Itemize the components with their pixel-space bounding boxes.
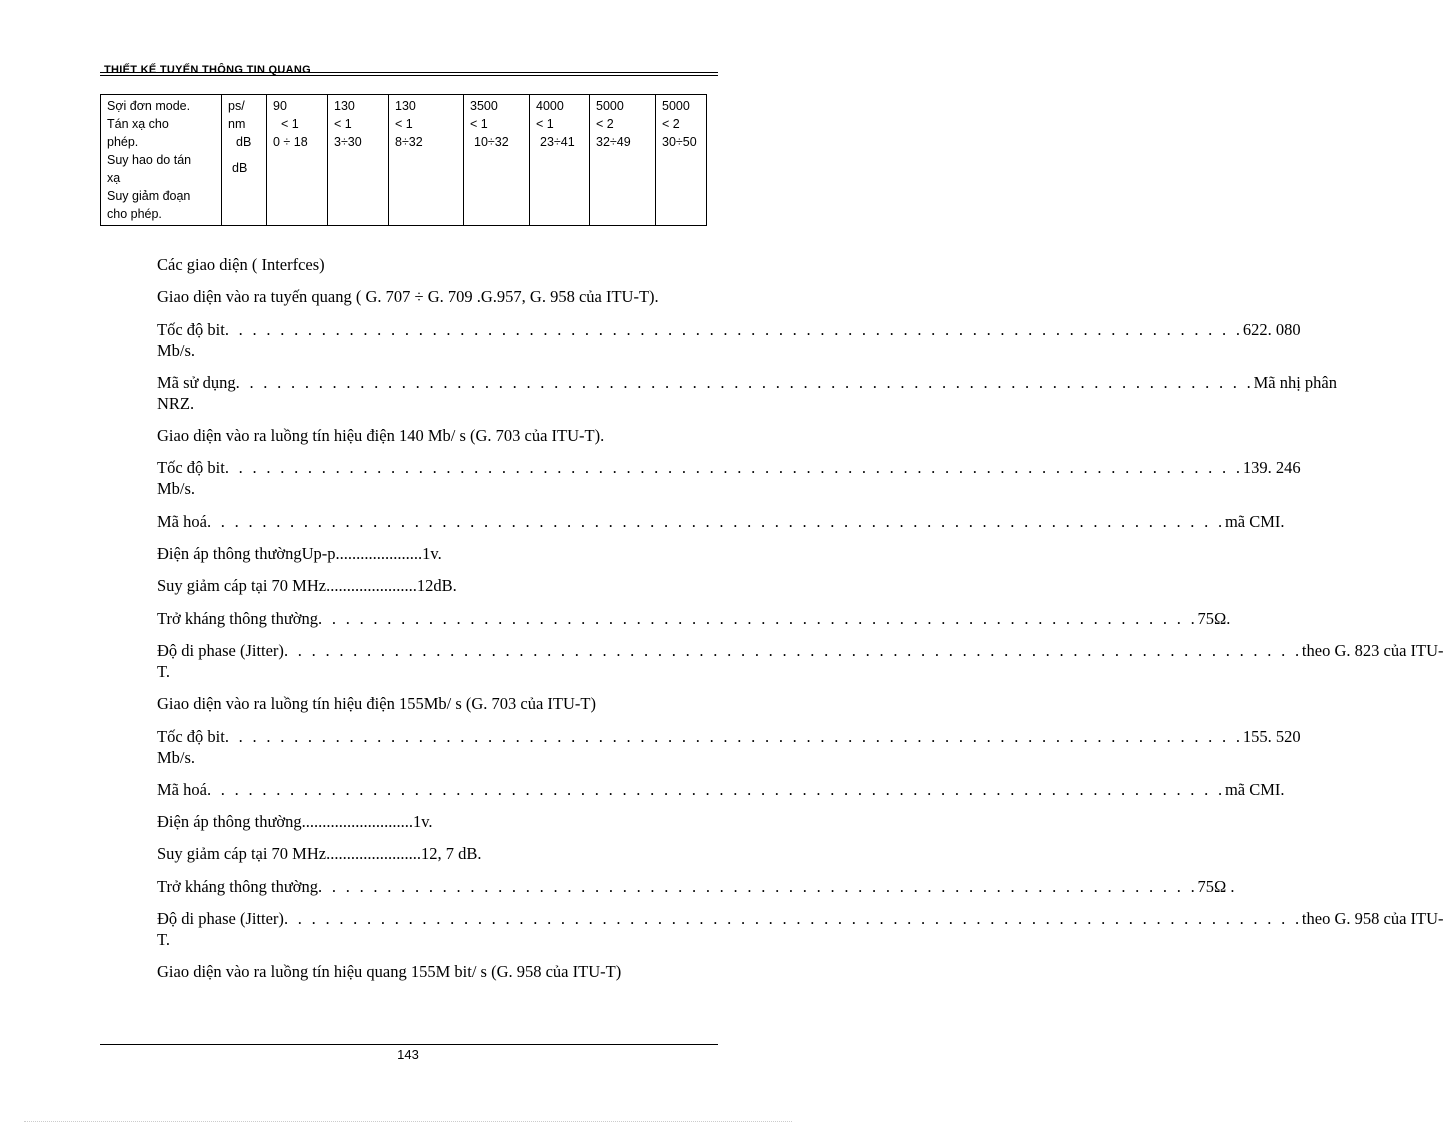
label-line: cho phép. (107, 207, 162, 221)
subsection-title: Giao diện vào ra tuyến quang ( G. 707 ÷ G. 709 .G.957, G. 958 của ITU-T). (157, 287, 659, 307)
dot-leader: . . . . . . . . . . . . . . . . . . . . . . . . . . . . . . . . . . . . . . . . . . . . . . . . . . . . . . . . . . . . . . . . . . . . . . . . . . (224, 726, 1243, 746)
spec-value: 75Ω. (1197, 608, 1231, 628)
page-number: 143 (397, 1047, 419, 1062)
label-line: Suy giảm đoạn (107, 189, 191, 203)
spec-value-cont: T. (157, 661, 170, 681)
spec-line (157, 372, 1337, 414)
value-line: < 2 (596, 117, 614, 131)
value-line: < 1 (395, 117, 413, 131)
value-line: 23÷41 (540, 135, 575, 149)
spec-line (157, 726, 1301, 768)
spec-line (157, 511, 1285, 532)
value-line: 130 (334, 99, 355, 113)
value-cell (656, 95, 707, 226)
value-line: 32÷49 (596, 135, 631, 149)
value-cell (389, 95, 464, 226)
spec-line: Suy giảm cáp tại 70 MHz.......................12, 7 dB. (157, 844, 482, 864)
spec-value: 622. 080 (1242, 319, 1301, 339)
running-header: THIẾT KẾ TUYẾN THÔNG TIN QUANG (104, 64, 311, 76)
dot-leader: . . . . . . . . . . . . . . . . . . . . . . . . . . . . . . . . . . . . . . . . . . . . . . . . . . . . . . . . . . . . . . . . . . . . . . . . . . (283, 909, 1302, 929)
page-edge-divider (24, 1121, 792, 1122)
dot-leader: . . . . . . . . . . . . . . . . . . . . . . . . . . . . . . . . . . . . . . . . . . . . . . . . . . . . . . . . . . . . . . . . . . . . . . . . . . (206, 779, 1225, 799)
spec-value: 75Ω . (1197, 876, 1235, 896)
label-line: Sợi đơn mode. (107, 99, 191, 113)
dot-leader: . . . . . . . . . . . . . . . . . . . . . . . . . . . . . . . . . . . . . . . . . . . . . . . . . . . . . . . . . . . . . . . . . . . . . . . . . . (235, 372, 1254, 392)
value-line: 5000 (596, 99, 624, 113)
dot-leader: . . . . . . . . . . . . . . . . . . . . . . . . . . . . . . . . . . . . . . . . . . . . . . . . . . . . . . . . . . . . . . . . (318, 876, 1198, 896)
subsection-title: Giao diện vào ra luồng tín hiệu điện 140 Mb/ s (G. 703 của ITU-T). (157, 426, 605, 446)
spec-value: theo G. 823 của ITU- (1301, 640, 1444, 660)
spec-value-cont: Mb/s. (157, 340, 196, 360)
dot-leader: . . . . . . . . . . . . . . . . . . . . . . . . . . . . . . . . . . . . . . . . . . . . . . . . . . . . . . . . . . . . . . . . . . . . . . . . . . (224, 319, 1243, 339)
unit-line (228, 151, 260, 159)
spec-value: mã CMI. (1224, 779, 1285, 799)
value-line: < 1 (470, 117, 488, 131)
value-line: 0 ÷ 18 (273, 135, 308, 149)
unit-line: dB (232, 161, 248, 175)
label-line: xạ (107, 171, 121, 185)
spec-value: 139. 246 (1242, 458, 1301, 478)
body-content (157, 254, 1444, 994)
value-cell (590, 95, 656, 226)
value-cell (267, 95, 328, 226)
spec-label: Tốc độ bit (157, 726, 225, 746)
spec-value-cont: Mb/s. (157, 747, 196, 767)
spec-value: mã CMI. (1224, 511, 1285, 531)
spec-label: Tốc độ bit (157, 319, 225, 339)
spec-label: Trở kháng thông thường (157, 876, 319, 896)
value-cell (464, 95, 530, 226)
unit-line: dB (236, 135, 252, 149)
header-rule (100, 72, 718, 73)
value-line: 4000 (536, 99, 564, 113)
row-label-cell (101, 95, 222, 226)
spec-line (157, 457, 1301, 499)
spec-line (157, 779, 1285, 800)
value-line: < 2 (662, 117, 680, 131)
dot-leader: . . . . . . . . . . . . . . . . . . . . . . . . . . . . . . . . . . . . . . . . . . . . . . . . . . . . . . . . . . . . . . . . (318, 608, 1198, 628)
value-cell (530, 95, 590, 226)
value-line: 8÷32 (395, 135, 423, 149)
subsection-title: Giao diện vào ra luồng tín hiệu điện 155Mb/ s (G. 703 của ITU-T) (157, 694, 596, 714)
spec-label: Trở kháng thông thường (157, 608, 319, 628)
spec-value-cont: Mb/s. (157, 479, 196, 499)
spec-label: Mã hoá (157, 511, 207, 531)
spec-line: Điện áp thông thường...........................1v. (157, 812, 433, 832)
value-line: 90 (273, 99, 287, 113)
spec-table (100, 94, 707, 226)
spec-label: Độ di phase (Jitter) (157, 640, 284, 660)
value-line: 3500 (470, 99, 498, 113)
spec-line (157, 319, 1301, 361)
header-rule-double (100, 75, 718, 76)
spec-value: 155. 520 (1242, 726, 1301, 746)
spec-line: Điện áp thông thườngUp-p.....................1v. (157, 544, 442, 564)
value-line: < 1 (536, 117, 554, 131)
value-line: 5000 (662, 99, 690, 113)
dot-leader: . . . . . . . . . . . . . . . . . . . . . . . . . . . . . . . . . . . . . . . . . . . . . . . . . . . . . . . . . . . . . . . . . . . . . . . . . . (283, 640, 1302, 660)
dot-leader: . . . . . . . . . . . . . . . . . . . . . . . . . . . . . . . . . . . . . . . . . . . . . . . . . . . . . . . . . . . . . . . . . . . . . . . . . . (224, 458, 1243, 478)
table-row (101, 95, 707, 226)
label-line: phép. (107, 135, 139, 149)
spec-label: Mã hoá (157, 779, 207, 799)
value-cell (328, 95, 389, 226)
spec-line (157, 876, 1235, 897)
spec-value: theo G. 958 của ITU- (1301, 909, 1444, 929)
label-line: Suy hao do tán (107, 153, 192, 167)
dot-leader: . . . . . . . . . . . . . . . . . . . . . . . . . . . . . . . . . . . . . . . . . . . . . . . . . . . . . . . . . . . . . . . . . . . . . . . . . . (206, 511, 1225, 531)
value-line: 10÷32 (474, 135, 509, 149)
spec-line (157, 640, 1444, 682)
unit-line: ps/ (228, 99, 245, 113)
value-line: < 1 (281, 117, 299, 131)
label-line: Tán xạ cho (107, 117, 169, 131)
spec-value-cont: NRZ. (157, 393, 195, 413)
unit-line: nm (228, 117, 246, 131)
spec-value: Mã nhị phân (1253, 372, 1337, 392)
spec-label: Mã sử dụng (157, 372, 236, 392)
spec-label: Độ di phase (Jitter) (157, 909, 284, 929)
spec-line (157, 608, 1231, 629)
value-line: < 1 (334, 117, 352, 131)
spec-value-cont: T. (157, 930, 170, 950)
subsection-title: Giao diện vào ra luồng tín hiệu quang 155M bit/ s (G. 958 của ITU-T) (157, 962, 622, 982)
value-line: 30÷50 (662, 135, 697, 149)
spec-label: Tốc độ bit (157, 458, 225, 478)
spec-line: Suy giảm cáp tại 70 MHz......................12dB. (157, 576, 457, 596)
section-heading: Các giao diện ( Interfces) (157, 255, 325, 274)
value-line: 3÷30 (334, 135, 362, 149)
footer-rule (100, 1044, 718, 1045)
value-line: 130 (395, 99, 416, 113)
spec-line (157, 908, 1444, 950)
unit-cell (222, 95, 267, 226)
